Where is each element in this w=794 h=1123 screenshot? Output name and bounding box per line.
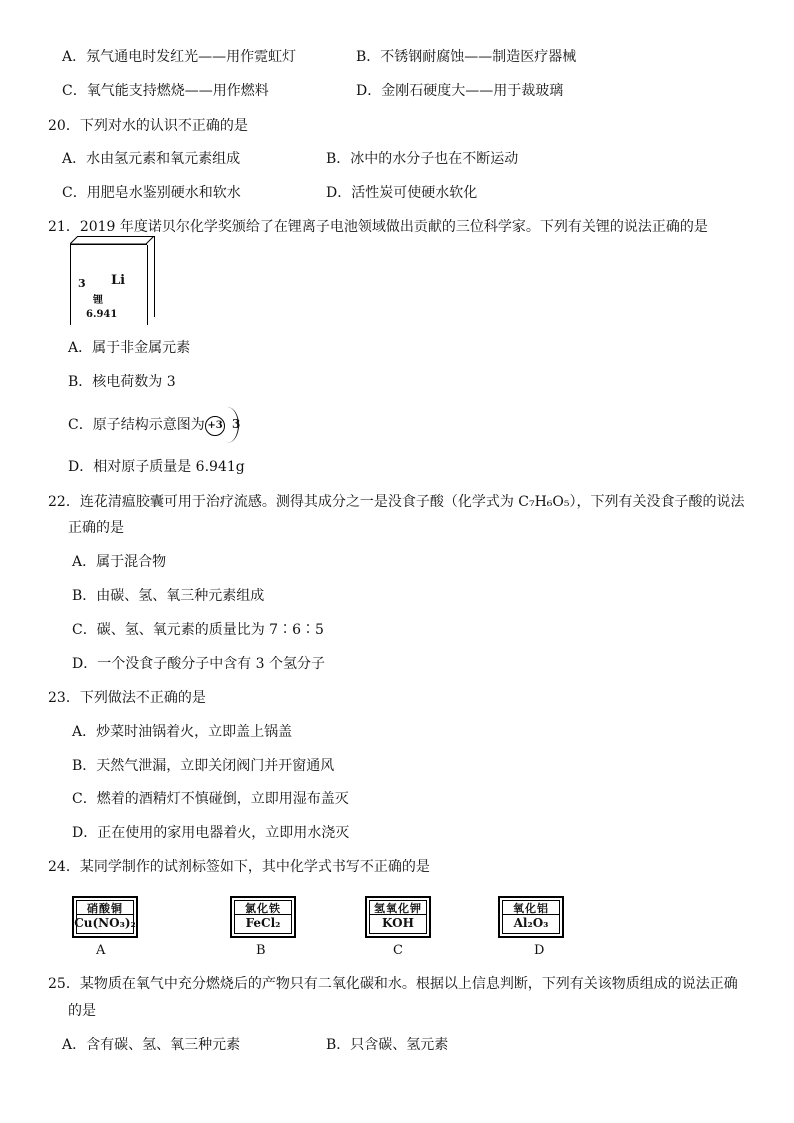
q21-option-b: B．核电荷数为 3 <box>68 374 176 390</box>
reagent-label-b <box>230 896 296 938</box>
q23-option-a: A．炒菜时油锅着火，立即盖上锅盖 <box>72 724 293 740</box>
q20-option-c: C．用肥皂水鉴别硬水和软水 <box>62 185 241 201</box>
label-letter-b: B <box>256 943 266 958</box>
q25-stem-line1: 25．某物质在氧气中充分燃烧后的产物只有二氧化碳和水。根据以上信息判断，下列有关该物质组成的说法正确 <box>48 976 738 992</box>
q25-option-b: B．只含碳、氢元素 <box>326 1037 449 1053</box>
q21-stem: 21．2019 年度诺贝尔化学奖颁给了在锂离子电池领域做出贡献的三位科学家。下列有关锂的说法正确的是 <box>48 219 708 235</box>
atom-shell-electrons: 3 <box>232 417 241 431</box>
q20-stem: 20．下列对水的认识不正确的是 <box>48 118 248 134</box>
element-symbol: Li <box>111 273 126 288</box>
element-name: 锂 <box>93 295 103 306</box>
cube-top-edge <box>70 236 156 246</box>
q20-option-b: B．冰中的水分子也在不断运动 <box>326 151 519 167</box>
q21-option-d: D．相对原子质量是 6.941g <box>68 459 245 475</box>
q22-stem-line1: 22．连花清瘟胶囊可用于治疗流感。测得其成分之一是没食子酸（化学式为 C₇H₆O₅），下列有关没食子酸的说法 <box>48 494 745 510</box>
reagent-formula: FeCl₂ <box>245 916 281 930</box>
label-letter-a: A <box>96 943 106 958</box>
q19-option-a: A．氖气通电时发红光——用作霓虹灯 <box>62 49 297 65</box>
reagent-formula: Cu(NO₃)₂ <box>74 916 136 930</box>
reagent-name: 氧化铝 <box>513 902 549 915</box>
q22-option-a: A．属于混合物 <box>72 554 167 570</box>
atom-nucleus: +3 <box>205 416 225 436</box>
label-letter-d: D <box>534 943 545 958</box>
reagent-label-d <box>498 896 564 938</box>
q25-stem-line2: 的是 <box>68 1003 96 1019</box>
element-atomic-mass: 6.941 <box>86 309 118 320</box>
reagent-formula: KOH <box>382 916 414 930</box>
q23-option-b: B．天然气泄漏，立即关闭阀门并开窗通风 <box>72 758 335 774</box>
q20-option-d: D．活性炭可使硬水软化 <box>326 185 478 201</box>
reagent-label-c <box>365 896 431 938</box>
reagent-name: 氢氧化钾 <box>374 902 422 915</box>
reagent-name: 氯化铁 <box>245 902 281 915</box>
q22-option-b: B．由碳、氢、氧三种元素组成 <box>72 588 265 604</box>
q23-option-c: C．燃着的酒精灯不慎碰倒，立即用湿布盖灭 <box>72 791 349 807</box>
q19-option-d: D．金刚石硬度大——用于裁玻璃 <box>356 83 564 99</box>
q22-option-c: C．碳、氢、氧元素的质量比为 7∶6∶5 <box>72 622 324 638</box>
label-letter-c: C <box>393 943 403 958</box>
reagent-name: 硝酸铜 <box>87 902 123 915</box>
q21-option-a: A．属于非金属元素 <box>68 340 191 356</box>
q21-option-c: C．原子结构示意图为 <box>68 417 205 433</box>
q19-option-c: C．氧气能支持燃烧——用作燃料 <box>62 83 269 99</box>
q22-stem-line2: 正确的是 <box>68 520 124 536</box>
element-atomic-number: 3 <box>78 277 86 290</box>
q19-option-b: B．不锈钢耐腐蚀——制造医疗器械 <box>356 49 577 65</box>
q23-option-d: D．正在使用的家用电器着火，立即用水浇灭 <box>72 825 350 841</box>
q24-stem: 24．某同学制作的试剂标签如下，其中化学式书写不正确的是 <box>48 859 430 875</box>
reagent-label-a <box>72 896 138 938</box>
q20-option-a: A．水由氢元素和氧元素组成 <box>62 151 241 167</box>
q22-option-d: D．一个没食子酸分子中含有 3 个氢分子 <box>72 656 326 672</box>
reagent-formula: Al₂O₃ <box>513 916 549 930</box>
q23-stem: 23．下列做法不正确的是 <box>48 690 206 706</box>
q25-option-a: A．含有碳、氢、氧三种元素 <box>62 1037 241 1053</box>
